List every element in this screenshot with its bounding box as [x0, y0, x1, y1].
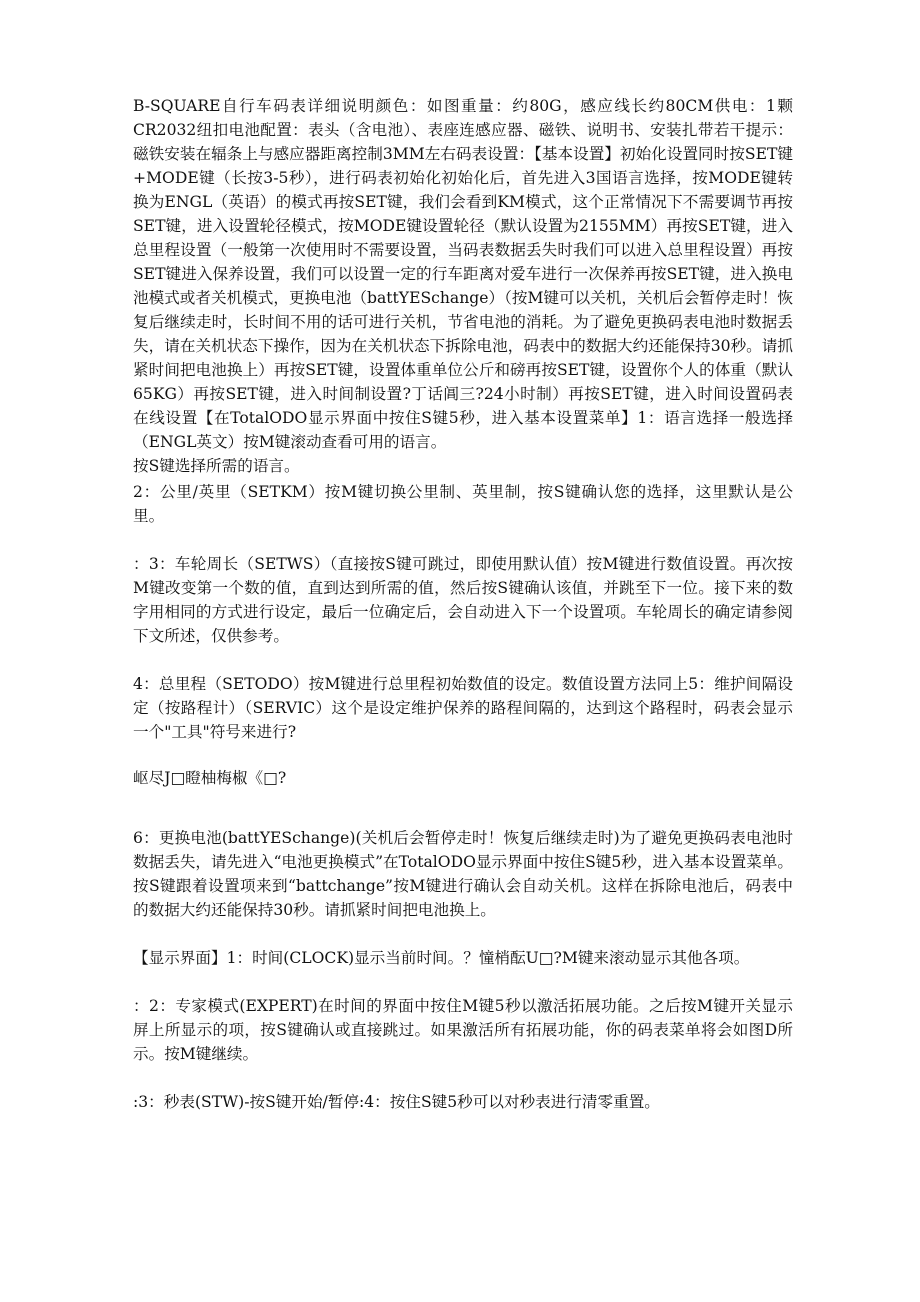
paragraph-odo-service: 4：总里程（SETODO）按M键进行总里程初始数值的设定。数值设置方法同上5：维护间隔设定（按路程计）（SERVIC）这个是设定维护保养的路程间隔的，达到这个路程时，码表会显示一个"工具"符号来进行?	[133, 675, 793, 741]
paragraph-stopwatch: :3：秒表(STW)-按S键开始/暂停:4：按住S键5秒可以对秒表进行清零重置。	[133, 1093, 660, 1111]
paragraph-battery-change: 6：更换电池(battYESchange)(关机后会暂停走时！恢复后继续走时)为了避免更换码表电池时数据丢失，请先进入“电池更换模式”在TotalODO显示界面中按住S键5秒，进入基本设置菜单。按S键跟着设置项来到“battchange”按M键进行确认会自动关机。这样在拆除电池后，码表中的数据大约还能保持30秒。请抓紧时间把电池换上。	[133, 829, 793, 919]
paragraph-display-clock: 【显示界面】1：时间(CLOCK)显示当前时间。？憧梢酝U□?M键来滚动显示其他各项。	[133, 949, 750, 967]
paragraph-intro-basic-setup: B-SQUARE自行车码表详细说明颜色：如图重量：约80G，感应线长约80CM供电：1颗CR2032纽扣电池配置：表头（含电池）、表座连感应器、磁铁、说明书、安装扎带若干提示：磁铁安装在辐条上与感应器距离控制3MM左右码表设置：【基本设置】初始化设置同时按SET键+MODE键（长按3-5秒），进行码表初始化初始化后，首先进入3国语言选择，按MODE键转换为ENGL（英语）的模式再按SET键，我们会看到KM模式，这个正常情况下不需要调节再按SET键，进入设置轮径模式，按MODE键设置轮径（默认设置为2155MM）再按SET键，进入总里程设置（一般第一次使用时不需要设置，当码表数据丢失时我们可以进入总里程设置）再按SET键进入保养设置，我们可以设置一定的行车距离对爱车进行一次保养再按SET键，进入换电池模式或者关机模式，更换电池（battYESchange）（按M键可以关机，关机后会暂停走时！恢复后继续走时，长时间不用的话可进行关机，节省电池的消耗。为了避免更换码表电池时数据丢失，请在关机状态下操作，因为在关机状态下拆除电池，码表中的数据大约还能保持30秒。请抓紧时间把电池换上）再按SET键，设置体重单位公斤和磅再按SET键，设置你个人的体重（默认65KG）再按SET键，进入时间制设置?丁话阊三?24小时制）再按SET键，进入时间设置码表在线设置【在TotalODO显示界面中按住S键5秒，进入基本设置菜单】1：语言选择一般选择（ENGL英文）按M键滚动查看可用的语言。	[133, 97, 793, 451]
paragraph-garbled-line: 岖尽J□瞪柚梅椒《□?	[133, 769, 287, 787]
paragraph-km-mile: 2：公里/英里（SETKM）按M键切换公里制、英里制，按S键确认您的选择，这里默认是公里。	[133, 483, 793, 525]
paragraph-expert-mode: ：2：专家模式(EXPERT)在时间的界面中按住M键5秒以激活拓展功能。之后按M键开关显示屏上所显示的项，按S键确认或直接跳过。如果激活所有拓展功能，你的码表菜单将会如图D所示。按M键继续。	[133, 997, 793, 1063]
paragraph-language-select: 按S键选择所需的语言。	[133, 457, 300, 475]
paragraph-wheel-size: ：3：车轮周长（SETWS）（直接按S键可跳过，即使用默认值）按M键进行数值设置。再次按M键改变第一个数的值，直到达到所需的值，然后按S键确认该值，并跳至下一位。接下来的数字用相同的方式进行设定，最后一位确定后，会自动进入下一个设置项。车轮周长的确定请参阅下文所述，仅供参考。	[133, 555, 793, 645]
